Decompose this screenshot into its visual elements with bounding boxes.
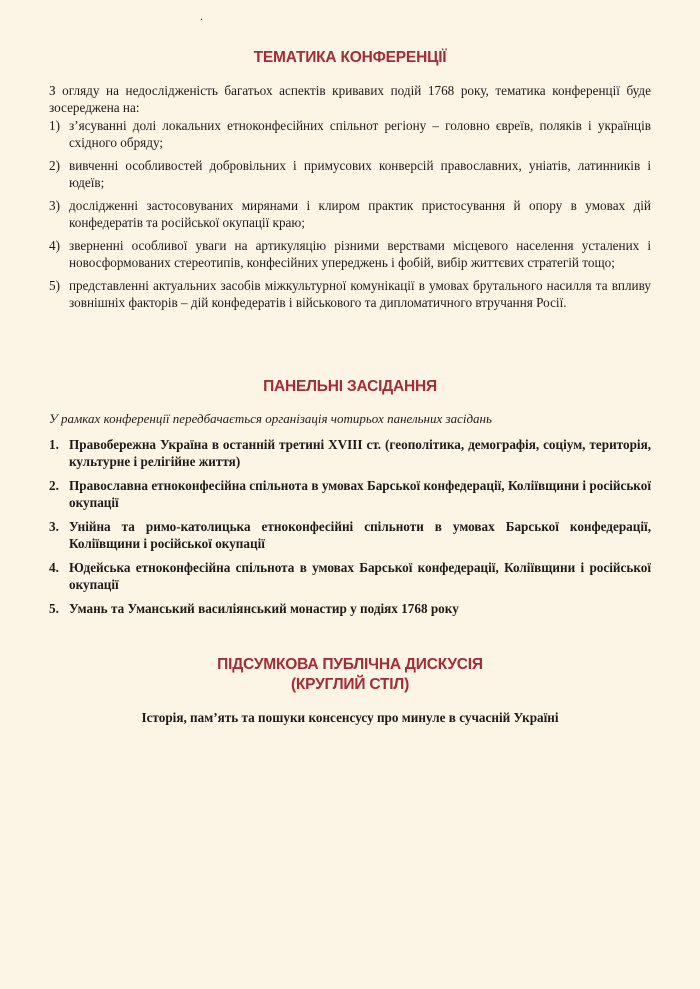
panels-list-item (49, 436, 651, 470)
list-item-text: Юдейська етноконфесійна спільнота в умовах Барської конфедерації, Коліївщини і російської окупації (69, 560, 651, 592)
list-item-text: дослідженні застосовуваних мирянами і клиром практик пристосування й опору в умовах дій конфедератів та російської окупації краю; (69, 198, 651, 230)
topics-list-item (49, 117, 651, 151)
list-item-number: 2) (49, 158, 60, 173)
list-item-number: 3) (49, 198, 60, 213)
discussion-subtitle: Історія, пам’ять та пошуки консенсусу про минуле в сучасній Україні (141, 710, 559, 725)
section-heading-panels: ПАНЕЛЬНІ ЗАСІДАННЯ (263, 378, 437, 395)
section-heading-topics: ТЕМАТИКА КОНФЕРЕНЦІЇ (253, 49, 447, 66)
section-heading-discussion: ПІДСУМКОВА ПУБЛІЧНА ДИСКУСІЯ (217, 656, 483, 673)
list-item-text: Унійна та римо-католицька етноконфесійні спільноти в умовах Барської конфедерації, Коліївщини і російської окупації (69, 519, 651, 551)
list-item-number: 5) (49, 278, 60, 293)
list-item-number: 5. (49, 601, 59, 616)
list-item-text: Правобережна Україна в останній третині XVIII ст. (геополітика, демографія, соціум, територія, культурне і релігійне життя) (69, 437, 651, 469)
list-item-text: представленні актуальних засобів міжкультурної комунікації в умовах брутального насилля та впливу зовнішніх факторів – дій конфедератів і військового та дипломатичного втручання Росії. (69, 278, 651, 310)
panels-list-item (49, 559, 651, 593)
list-item-text: Умань та Уманський василіянський монастир у подіях 1768 року (69, 601, 459, 616)
topics-list-item (49, 157, 651, 191)
list-item-text: зверненні особливої уваги на артикуляцію різними верствами місцевого населення усталених і новосформованих стереотипів, конфесійних упереджень і фобій, вибір життєвих стратегій тощо; (69, 238, 651, 270)
list-item-number: 4. (49, 560, 59, 575)
topics-intro-paragraph: З огляду на недослідженість багатьох аспектів кривавих подій 1768 року, тематика конференції буде зосереджена на: (49, 83, 651, 115)
topics-list-item (49, 237, 651, 271)
list-item-number: 4) (49, 238, 60, 253)
list-item-number: 1. (49, 437, 59, 452)
topics-list-item (49, 277, 651, 311)
topics-list-item (49, 197, 651, 231)
list-item-text: вивченні особливостей добровільних і примусових конверсій православних, уніатів, латинників і юдеїв; (69, 158, 651, 190)
panels-list (49, 436, 651, 624)
panels-list-item (49, 600, 651, 617)
section-heading-round-table: (КРУГЛИЙ СТІЛ) (290, 676, 410, 693)
list-item-text: Православна етноконфесійна спільнота в умовах Барської конфедерації, Коліївщини і російської окупації (69, 478, 651, 510)
list-item-number: 2. (49, 478, 59, 493)
stray-dot-mark: . (200, 9, 203, 23)
list-item-number: 3. (49, 519, 59, 534)
list-item-text: з’ясуванні долі локальних етноконфесійних спільнот регіону – головно євреїв, поляків і українців східного обряду; (69, 118, 651, 150)
list-item-number: 1) (49, 118, 60, 133)
topics-list (49, 117, 651, 317)
panels-intro-paragraph: У рамках конференції передбачається організація чотирьох панельних засідань (49, 411, 492, 426)
panels-list-item (49, 477, 651, 511)
panels-list-item (49, 518, 651, 552)
